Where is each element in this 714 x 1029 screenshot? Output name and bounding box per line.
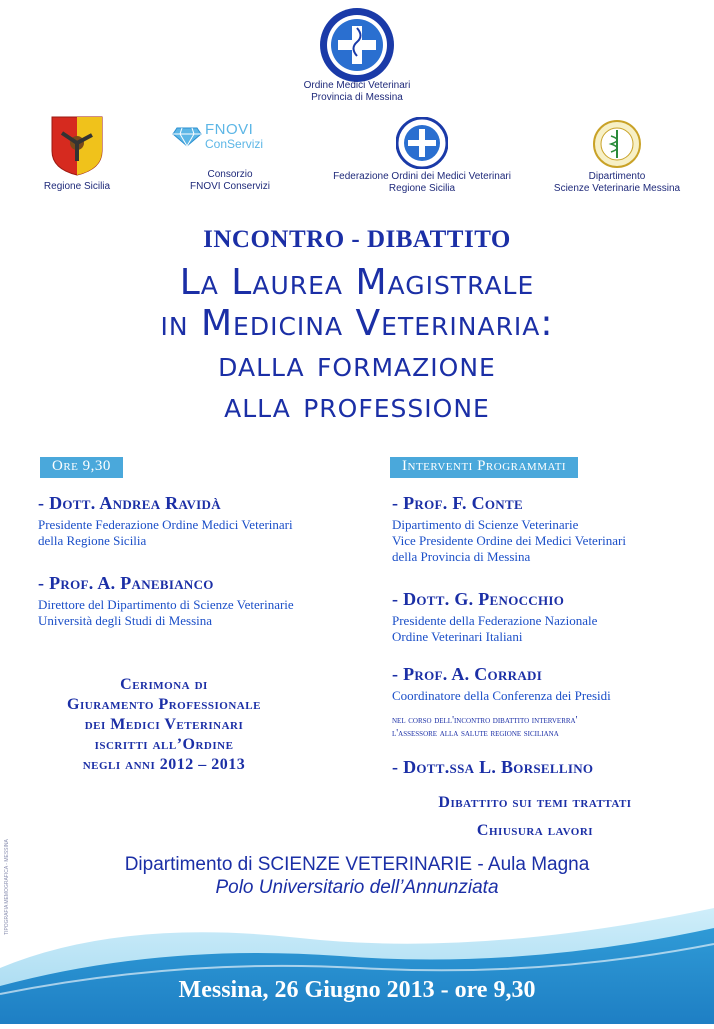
ordine-logo-caption [257, 80, 457, 104]
fnovi-brand [205, 122, 285, 152]
venue-line-1: Dipartimento di SCIENZE VETERINARIE - Aula Magna [124, 854, 590, 875]
speaker-role-line-1: Direttore del Dipartimento di Scienze Veterinarie [38, 597, 294, 612]
footer-wave [0, 898, 714, 1024]
assessore-note [392, 714, 708, 740]
speaker-role-line-1: Dipartimento di Scienze Veterinarie [392, 517, 579, 532]
federazione-caption-line-2: Regione Sicilia [388, 183, 456, 194]
fnovi-caption-line-2: FNOVI Conservizi [189, 181, 270, 192]
speaker-name: - Prof. A. Corradi [392, 664, 543, 684]
fnovi-brand-line-2: ConServizi [205, 137, 264, 151]
left-speaker-2 [38, 573, 358, 629]
regione-sicilia-logo [50, 115, 104, 177]
cerimonia-line-3: dei Medici Veterinari [84, 716, 244, 733]
venue-line-2: Polo Universitario dell’Annunziata [215, 877, 499, 898]
assessore-note-line-2: l'assessore alla salute regione siciliana [392, 728, 559, 739]
dipartimento-caption-line-1: Dipartimento [588, 171, 646, 182]
ordine-caption-line-2: Provincia di Messina [311, 92, 403, 103]
right-speaker-2 [392, 589, 702, 645]
speaker-role-line-2: Vice Presidente Ordine dei Medici Veterinari [392, 533, 626, 548]
cerimonia-line-5: negli anni 2012 – 2013 [82, 756, 246, 773]
chiusura-line: Chiusura lavori [476, 822, 594, 839]
cerimonia-block [4, 675, 324, 775]
federazione-caption [322, 171, 522, 195]
speaker-role-line-3: della Provincia di Messina [392, 549, 531, 564]
event-title [0, 262, 714, 426]
last-speaker: - Dott.ssa L. Borsellino [392, 757, 594, 777]
dipartimento-caption-line-2: Scienze Veterinarie Messina [553, 183, 681, 194]
federazione-logo [396, 117, 448, 169]
federazione-caption-line-1: Federazione Ordini dei Medici Veterinari [333, 171, 511, 182]
cerimonia-line-4: iscritti all’Ordine [94, 736, 234, 753]
dipartimento-caption [542, 171, 692, 195]
dipartimento-logo [593, 120, 641, 168]
speaker-role-line-2: Ordine Veterinari Italiani [392, 629, 523, 644]
fnovi-diamond-icon [172, 127, 202, 147]
event-type: INCONTRO - DIBATTITO [203, 226, 511, 253]
fnovi-brand-line-1: FNOVI [205, 121, 254, 138]
speaker-name: - Dott. Andrea Ravidà [38, 493, 221, 513]
event-title-line-1: La Laurea Magistrale [179, 262, 535, 303]
fnovi-caption [165, 169, 295, 193]
speaker-name: - Prof. F. Conte [392, 493, 523, 513]
cerimonia-line-1: Cerimona di [120, 676, 208, 693]
speaker-role-line-1: Coordinatore della Conferenza dei Presidi [392, 688, 611, 703]
printer-credit: TIPOGRAFIA MEMOGRAFICA - MESSINA [4, 839, 10, 935]
speaker-role-line-1: Presidente Federazione Ordine Medici Veterinari [38, 517, 293, 532]
right-speaker-1 [392, 493, 702, 565]
cerimonia-line-2: Giuramento Professionale [67, 696, 261, 713]
regione-sicilia-caption: Regione Sicilia [43, 181, 111, 192]
right-speaker-3 [392, 664, 702, 704]
left-speaker-1 [38, 493, 358, 549]
event-date: Messina, 26 Giugno 2013 - ore 9,30 [178, 977, 536, 1003]
ordine-caption-line-1: Ordine Medici Veterinari [303, 80, 411, 91]
time-pill: Ore 9,30 [40, 457, 123, 478]
ordine-logo [318, 6, 396, 84]
interventi-pill: Interventi Programmati [390, 457, 578, 478]
speaker-role-line-2: Università degli Studi di Messina [38, 613, 213, 628]
event-title-line-2: in Medicina Veterinaria: [160, 303, 554, 344]
speaker-name: - Prof. A. Panebianco [38, 573, 214, 593]
event-title-line-3: dalla formazione [218, 344, 496, 385]
speaker-name: - Dott. G. Penocchio [392, 589, 565, 609]
speaker-role-line-1: Presidente della Federazione Nazionale [392, 613, 598, 628]
fnovi-caption-line-1: Consorzio [207, 169, 253, 180]
speaker-role-line-2: della Regione Sicilia [38, 533, 147, 548]
event-title-line-4: alla professione [224, 385, 490, 426]
assessore-note-line-1: nel corso dell'incontro dibattito interverra' [392, 715, 578, 726]
dibattito-line: Dibattito sui temi trattati [438, 794, 632, 811]
